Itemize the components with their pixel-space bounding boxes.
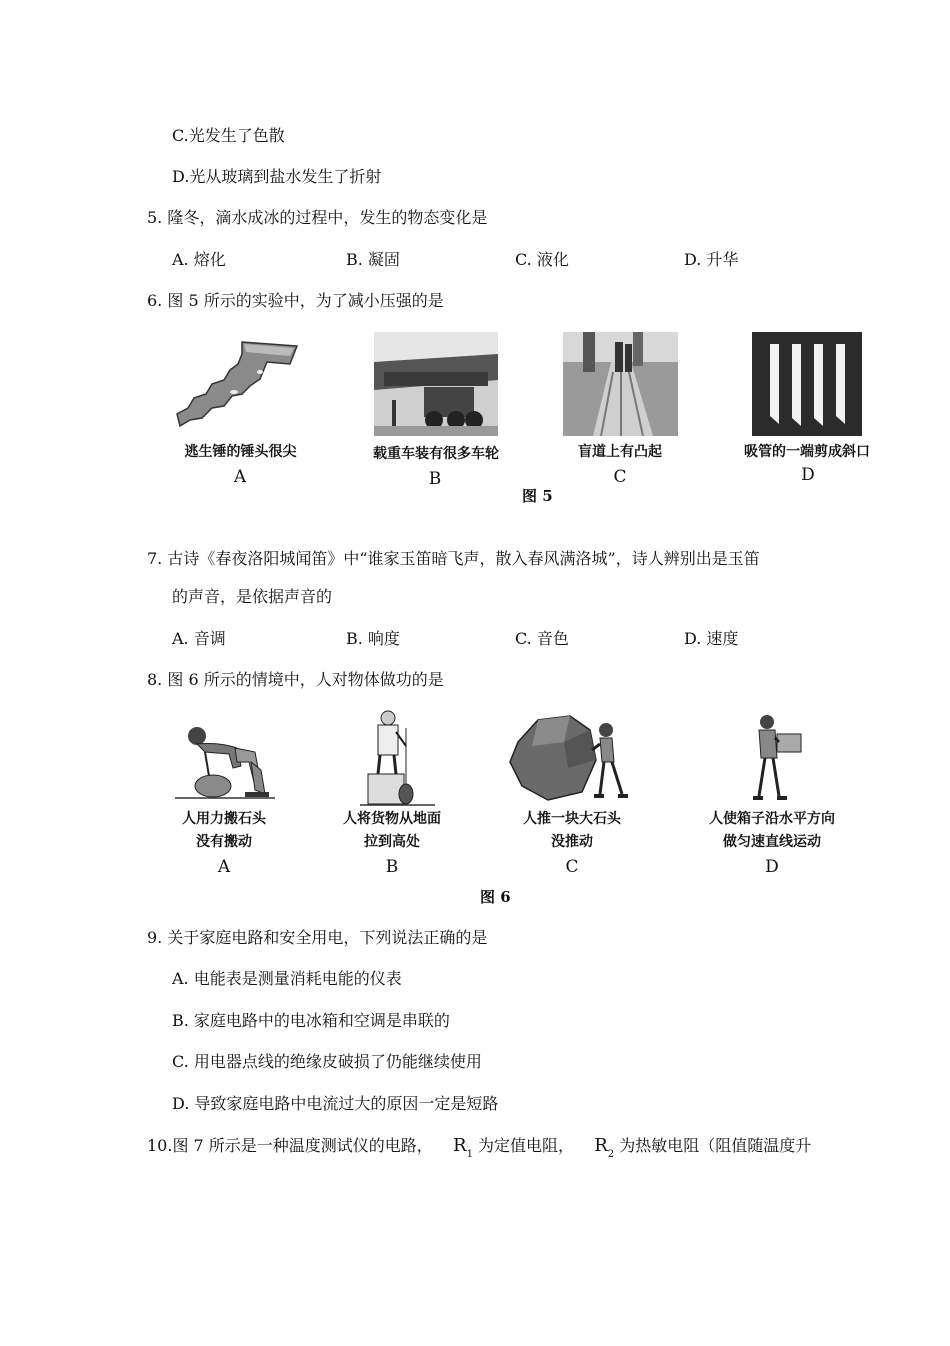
q10-stem-part3: 为热敏电阻（阻值随温度升 (619, 1136, 812, 1155)
fig5-caption-a: 逃生锤的锤头很尖 (184, 444, 297, 460)
fig6-caption-a-line2: 没有搬动 (196, 834, 252, 850)
fig5-letter-a: A (233, 467, 247, 487)
q7-option-a: A. 音调 (172, 629, 226, 648)
q9-option-d: D. 导致家庭电路中电流过大的原因一定是短路 (172, 1094, 499, 1113)
fig6-caption-b-line1: 人将货物从地面 (343, 811, 441, 827)
fig5-caption-d: 吸管的一端剪成斜口 (744, 444, 870, 460)
fig5-letter-b: B (428, 469, 442, 489)
straws-image (752, 332, 862, 436)
person-pushing-boulder-image (508, 712, 638, 804)
q5-option-b: B. 凝固 (346, 250, 400, 269)
r2-symbol: R (594, 1135, 608, 1156)
person-carrying-box-image (745, 712, 815, 804)
fig6-letter-c: C (565, 857, 579, 877)
r1-symbol: R (453, 1135, 467, 1156)
q8-stem: 8. 图 6 所示的情境中，人对物体做功的是 (147, 670, 444, 689)
person-pulling-goods-image (360, 708, 435, 808)
q9-stem: 9. 关于家庭电路和安全用电，下列说法正确的是 (147, 928, 488, 947)
q7-stem-line2: 的声音，是依据声音的 (172, 587, 333, 606)
q9-option-b: B. 家庭电路中的电冰箱和空调是串联的 (172, 1011, 450, 1030)
q10-stem-part1: 10.图 7 所示是一种温度测试仪的电路， (147, 1136, 433, 1155)
fig6-caption-d-line2: 做匀速直线运动 (723, 834, 821, 850)
fig5-letter-d: D (801, 465, 815, 485)
fig6-caption-c-line2: 没推动 (551, 834, 593, 850)
q5-stem: 5. 隆冬，滴水成冰的过程中，发生的物态变化是 (147, 208, 488, 227)
q4-option-c: C.光发生了色散 (172, 126, 285, 145)
q10-stem (147, 1136, 811, 1165)
q5-option-a: A. 熔化 (172, 250, 226, 269)
r1-subscript: 1 (466, 1149, 473, 1160)
fig6-caption-a-line1: 人用力搬石头 (182, 811, 266, 827)
q9-option-c: C. 用电器点线的绝缘皮破损了仍能继续使用 (172, 1052, 482, 1071)
fig6-caption-c-line1: 人推一块大石头 (523, 811, 621, 827)
fig5-caption-b: 载重车装有很多车轮 (373, 446, 499, 462)
q5-option-c: C. 液化 (515, 250, 569, 269)
q7-option-d: D. 速度 (684, 629, 739, 648)
fig6-letter-a: A (217, 857, 231, 877)
fig5-caption-c: 盲道上有凸起 (578, 444, 662, 460)
heavy-truck-image (374, 332, 498, 436)
q5-option-d: D. 升华 (684, 250, 739, 269)
q9-option-a: A. 电能表是测量消耗电能的仪表 (172, 969, 402, 988)
fig6-caption-d-line1: 人使箱子沿水平方向 (709, 811, 835, 827)
fig6-letter-b: B (385, 857, 399, 877)
fig6-caption-b-line2: 拉到高处 (364, 834, 420, 850)
q7-option-b: B. 响度 (346, 629, 400, 648)
person-lifting-stone-image (175, 718, 275, 803)
tactile-paving-image (563, 332, 678, 436)
fig6-title: 图 6 (480, 888, 511, 906)
q4-option-d: D.光从玻璃到盐水发生了折射 (172, 167, 382, 186)
r2-subscript: 2 (607, 1149, 615, 1160)
q7-stem-line1: 7. 古诗《春夜洛阳城闻笛》中“谁家玉笛暗飞声，散入春风满洛城”，诗人辨别出是玉笛 (147, 549, 760, 568)
fig5-title: 图 5 (522, 487, 553, 505)
escape-hammer-image (172, 334, 307, 434)
q10-stem-part2: 为定值电阻， (478, 1136, 575, 1155)
fig5-letter-c: C (613, 467, 627, 487)
q6-stem: 6. 图 5 所示的实验中，为了减小压强的是 (147, 291, 444, 310)
fig6-letter-d: D (765, 857, 779, 877)
q7-option-c: C. 音色 (515, 629, 569, 648)
